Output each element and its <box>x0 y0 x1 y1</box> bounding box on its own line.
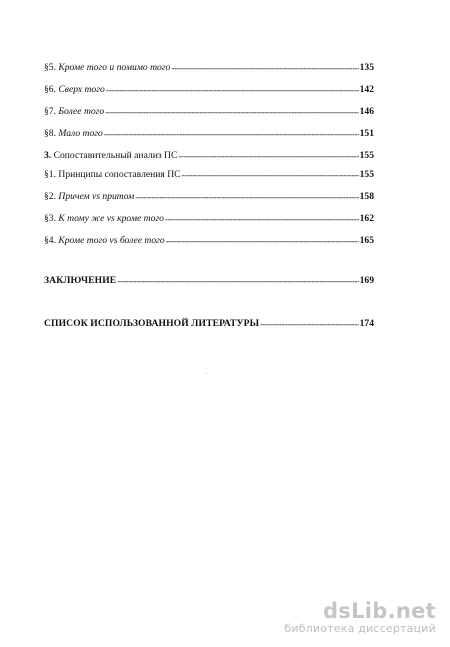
toc-entry-4-krome-togo-vs <box>44 233 374 247</box>
toc-entry-7-bolee-togo <box>44 104 374 118</box>
toc-entry-title: Принципы сопоставления ПС <box>58 169 181 180</box>
dotted-leader <box>135 191 358 203</box>
toc-entry-title: Кроме того vs более того <box>58 235 165 246</box>
scan-speck <box>206 373 207 374</box>
dotted-leader <box>171 62 358 74</box>
dotted-leader <box>105 106 358 118</box>
toc-entry-number: §8. <box>44 128 59 139</box>
toc-entry-number: §2. <box>44 191 59 202</box>
toc-entry-page: 162 <box>359 213 374 224</box>
toc-entry-page: 151 <box>359 128 374 139</box>
toc-entry-title: Причем vs притом <box>58 191 135 202</box>
toc-entry-8-malo-togo <box>44 126 374 140</box>
toc-entry-number: §3. <box>44 213 59 224</box>
toc-entry-5-kromе-togo <box>44 60 374 74</box>
toc-entry-number: §4. <box>44 235 59 246</box>
toc-entry-title: Более того <box>58 106 105 117</box>
dotted-leader <box>166 235 359 247</box>
toc-entry-page: 169 <box>359 275 374 286</box>
toc-entry-title: Сопоставительный анализ ПС <box>53 150 178 161</box>
toc-entry-6-sverkh-togo <box>44 82 374 96</box>
toc-entry-page: 158 <box>359 191 374 202</box>
toc-conclusion <box>44 273 374 287</box>
toc-entry-title: Кроме того и помимо того <box>58 62 171 73</box>
toc-entry-page: 155 <box>359 169 374 180</box>
watermark <box>284 600 436 635</box>
watermark-logo: dsLib.net <box>322 599 436 623</box>
toc-entry-number: §6. <box>44 84 59 95</box>
toc-entry-1-printsipy <box>44 167 374 181</box>
dotted-leader <box>104 128 359 140</box>
dotted-leader <box>260 318 359 330</box>
toc-entry-3-k-tomu-zhe <box>44 211 374 225</box>
toc-entry-title: К тому же vs кроме того <box>58 213 164 224</box>
toc-entry-number: 3. <box>44 150 54 161</box>
toc-bibliography <box>44 316 374 330</box>
toc-entry-page: 155 <box>359 150 374 161</box>
toc-entry-title: Мало того <box>58 128 103 139</box>
toc-entry-page: 165 <box>359 235 374 246</box>
watermark-subtitle: библиотека диссертаций <box>284 622 436 635</box>
toc-entry-title: ЗАКЛЮЧЕНИЕ <box>44 275 117 286</box>
toc-entry-number: §5. <box>44 62 59 73</box>
dotted-leader <box>117 275 358 287</box>
toc-entry-page: 142 <box>359 84 374 95</box>
toc-entry-2-prichem <box>44 189 374 203</box>
dotted-leader <box>165 213 359 225</box>
dotted-leader <box>106 84 359 96</box>
toc-entry-title: СПИСОК ИСПОЛЬЗОВАННОЙ ЛИТЕРАТУРЫ <box>44 318 260 329</box>
toc-entry-page: 174 <box>359 318 374 329</box>
toc-entry-page: 135 <box>359 62 374 73</box>
toc-entry-page: 146 <box>359 106 374 117</box>
toc-entry-number: §7. <box>44 106 59 117</box>
toc-entry-number: §1. <box>44 169 59 180</box>
dotted-leader <box>178 150 358 162</box>
toc-entry-title: Сверх того <box>58 84 105 95</box>
toc-chapter-3 <box>44 148 374 162</box>
dotted-leader <box>182 169 359 181</box>
